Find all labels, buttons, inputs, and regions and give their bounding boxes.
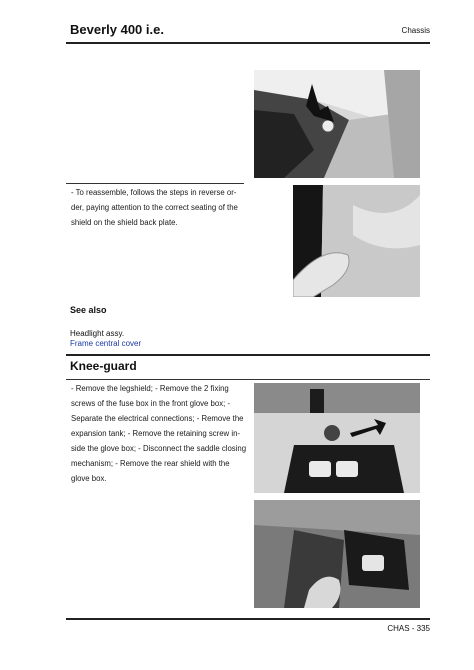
knee-guard-line: mechanism; - Remove the rear shield with the xyxy=(71,459,230,468)
see-also-heading: See also xyxy=(70,305,107,315)
reassemble-line: der, paying attention to the correct seating of the xyxy=(71,203,238,212)
knee-guard-line: Separate the electrical connections; - Remove the xyxy=(71,414,244,423)
section-label: Chassis xyxy=(401,26,430,35)
page-number: CHAS - 335 xyxy=(387,624,430,633)
knee-guard-text xyxy=(71,381,249,486)
knee-guard-heading: Knee-guard xyxy=(70,359,137,373)
photo-glove-box-screw xyxy=(254,383,420,493)
see-also-item-headlight: Headlight assy. xyxy=(70,329,125,338)
section-rule xyxy=(66,354,430,356)
page-title: Beverly 400 i.e. xyxy=(70,22,164,37)
knee-guard-line: expansion tank; - Remove the retaining screw in- xyxy=(71,429,241,438)
photo-glove-box-connectors xyxy=(254,500,420,608)
see-also-link-frame-central-cover[interactable]: Frame central cover xyxy=(70,339,142,348)
photo-shield-seating xyxy=(293,185,420,297)
knee-guard-line: glove box. xyxy=(71,474,107,483)
knee-guard-line: side the glove box; - Disconnect the saddle closing xyxy=(71,444,247,453)
reassemble-line: shield on the shield back plate. xyxy=(71,218,178,227)
footer-rule xyxy=(66,618,430,620)
header-rule xyxy=(66,42,430,44)
knee-guard-rule xyxy=(66,379,430,380)
reassemble-rule xyxy=(66,183,244,184)
reassemble-text xyxy=(71,185,247,230)
photo-screw-removal xyxy=(254,70,420,178)
reassemble-line: - To reassemble, follows the steps in reverse or- xyxy=(71,188,237,197)
knee-guard-line: - Remove the legshield; - Remove the 2 fixing xyxy=(71,384,229,393)
knee-guard-line: screws of the fuse box in the front glove box; - xyxy=(71,399,231,408)
